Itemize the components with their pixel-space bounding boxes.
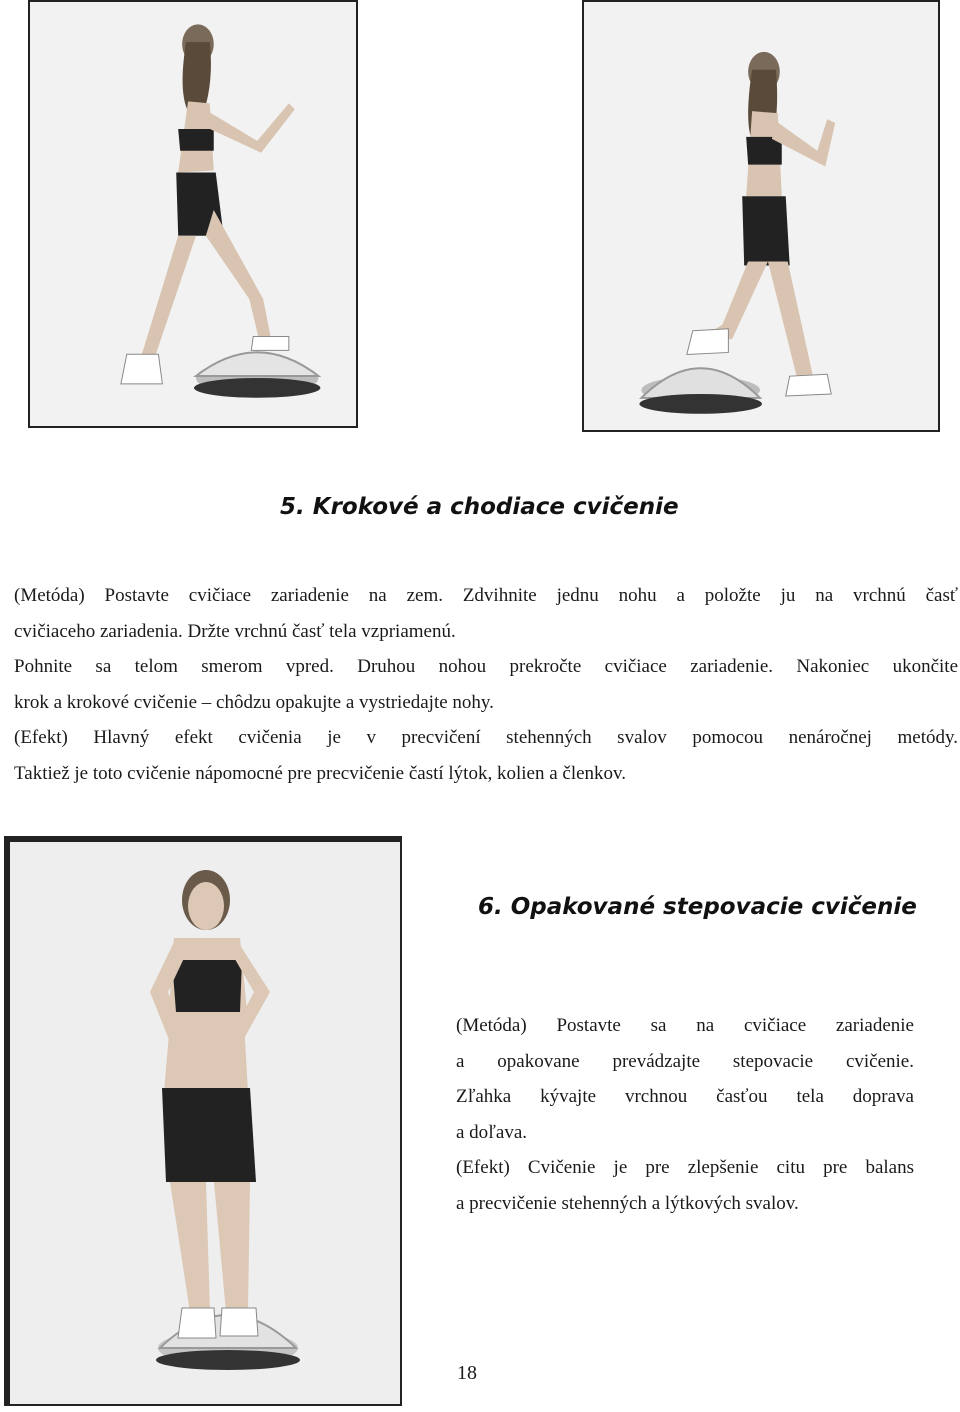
section-5-line: (Efekt) Hlavný efekt cvičenia je v precvičení stehenných svalov pomocou nenáročnej metódy. bbox=[14, 727, 958, 748]
page-number: 18 bbox=[457, 1362, 477, 1384]
section-5-line: Taktiež je toto cvičenie nápomocné pre precvičenie častí lýtok, kolien a členkov. bbox=[14, 762, 627, 784]
section-6-line: (Metóda) Postavte sa na cvičiace zariadenie bbox=[456, 1015, 914, 1036]
section-6-line: a doľava. bbox=[456, 1121, 528, 1143]
photo-step-up bbox=[28, 0, 358, 428]
section-5-line: krok a krokové cvičenie – chôdzu opakujte a vystriedajte nohy. bbox=[14, 691, 494, 713]
section-6-line: (Efekt) Cvičenie je pre zlepšenie citu pre balans bbox=[456, 1157, 914, 1178]
section-5-line: cvičiaceho zariadenia. Držte vrchnú časť tela vzpriamenú. bbox=[14, 620, 456, 642]
section-5-heading: 5. Krokové a chodiace cvičenie bbox=[280, 494, 679, 520]
section-5-line: Pohnite sa telom smerom vpred. Druhou nohou prekročte cvičiace zariadenie. Nakoniec ukončite bbox=[14, 656, 958, 677]
step-up-figure bbox=[30, 2, 356, 426]
photo-repeated-stepping bbox=[4, 836, 402, 1406]
section-6-line: a opakovane prevádzajte stepovacie cvičenie. bbox=[456, 1050, 914, 1072]
section-6-body bbox=[456, 1008, 914, 1221]
section-5-line: (Metóda) Postavte cvičiace zariadenie na zem. Zdvihnite jednu nohu a položte ju na vrchnú časť bbox=[14, 585, 958, 606]
section-6-line: Zľahka kývajte vrchnou časťou tela doprava bbox=[456, 1086, 914, 1107]
section-5-body bbox=[14, 578, 958, 791]
photo-step-over bbox=[582, 0, 940, 432]
section-6-heading: 6. Opakované stepovacie cvičenie bbox=[478, 894, 917, 920]
repeated-stepping-figure bbox=[10, 842, 400, 1404]
step-over-figure bbox=[584, 2, 938, 430]
section-6-line: a precvičenie stehenných a lýtkových svalov. bbox=[456, 1192, 799, 1214]
